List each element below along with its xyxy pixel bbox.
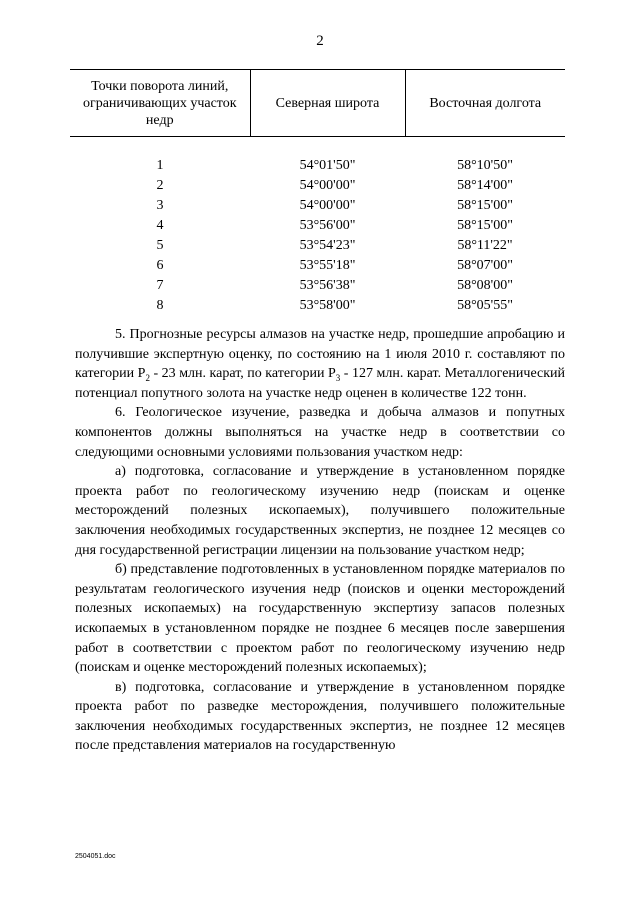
paragraph-6a: а) подготовка, согласование и утверждение в установленном порядке проекта работ по геологическому изучению недр (поискам и оценке месторождений полезных ископаемых), получившего положительные заключения необходимых государственных экспертиз, не позднее 12 месяцев со дня государственной регистрации лицензии на пользование участком недр; <box>75 464 565 558</box>
header-north-latitude: Северная широта <box>250 70 405 137</box>
latitude-cell: 53°56'38" <box>299 278 356 293</box>
latitude-cell: 54°00'00" <box>299 198 356 213</box>
longitude-cell: 58°08'00" <box>457 278 513 293</box>
category-subscript-2: 2 <box>145 372 150 383</box>
table-row <box>70 236 565 256</box>
table-row <box>70 196 565 216</box>
paragraph-6b: б) представление подготовленных в установленном порядке материалов по результатам геологического изучения недр (поисков и оценки месторождений полезных ископаемых) на государственную экспертизу запасов полезных ископаемых в установленном порядке не позднее 6 месяцев после завершения работ в соответствии с проектом работ по геологическому изучению недр (поискам и оценке месторождений полезных ископаемых); <box>75 562 565 676</box>
longitude-cell: 58°15'00" <box>457 218 513 233</box>
paragraph-6v: в) подготовка, согласование и утверждение в установленном порядке проекта работ по разведке месторождения, получившего положительные заключения необходимых государственных экспертиз, не позднее 12 месяцев после представления материалов на государственную <box>75 679 565 754</box>
header-turning-points: Точки поворота линий, ограничивающих участок недр <box>70 70 250 137</box>
table-row <box>70 276 565 296</box>
point-number: 6 <box>156 258 164 273</box>
point-number: 8 <box>156 298 164 313</box>
point-number: 1 <box>156 158 164 173</box>
header-east-longitude: Восточная долгота <box>405 70 565 137</box>
point-number: 4 <box>156 218 164 233</box>
longitude-cell: 58°05'55" <box>457 298 513 313</box>
longitude-cell: 58°14'00" <box>457 178 513 193</box>
table-row <box>70 296 565 316</box>
table-row <box>70 256 565 276</box>
point-number: 5 <box>156 238 164 253</box>
latitude-cell: 53°54'23" <box>299 238 356 253</box>
coordinates-table <box>70 69 565 316</box>
file-name-footer: 2504051.doc <box>75 853 116 860</box>
longitude-cell: 58°11'22" <box>457 238 513 253</box>
latitude-cell: 54°01'50" <box>299 158 356 173</box>
latitude-cell: 54°00'00" <box>299 178 356 193</box>
longitude-cell: 58°15'00" <box>457 198 513 213</box>
longitude-cell: 58°10'50" <box>457 158 513 173</box>
table-spacer <box>70 137 565 157</box>
table-header-row <box>70 70 565 137</box>
table-row <box>70 156 565 176</box>
latitude-cell: 53°58'00" <box>299 298 356 313</box>
latitude-cell: 53°55'18" <box>299 258 356 273</box>
category-subscript-3: 3 <box>335 372 341 383</box>
document-body <box>75 325 565 756</box>
paragraph-6: 6. Геологическое изучение, разведка и добыча алмазов и попутных компонентов должны выполняться на участке недр в соответствии со следующими основными условиями пользования участком недр: <box>75 405 565 460</box>
table-row <box>70 176 565 196</box>
longitude-cell: 58°07'00" <box>457 258 513 273</box>
paragraph-5-part-b: - 23 млн. карат, по категории Р <box>149 366 336 382</box>
point-number: 2 <box>156 178 164 193</box>
point-number: 7 <box>156 278 164 293</box>
table-row <box>70 216 565 236</box>
paragraph-5-part-a: 5. Прогнозные ресурсы алмазов на участке недр, прошедшие апробацию и получившие экспертную оценку, по состоянию на 1 июля 2010 г. составляют по категории Р <box>75 327 565 382</box>
paragraph-5 <box>75 325 565 403</box>
page-number: 2 <box>316 33 324 49</box>
latitude-cell: 53°56'00" <box>299 218 356 233</box>
point-number: 3 <box>156 198 164 213</box>
paragraph-5-part-c: - 127 млн. карат. Металлогенический потенциал попутного золота на участке недр оценен в количестве 122 тонн. <box>75 366 566 401</box>
